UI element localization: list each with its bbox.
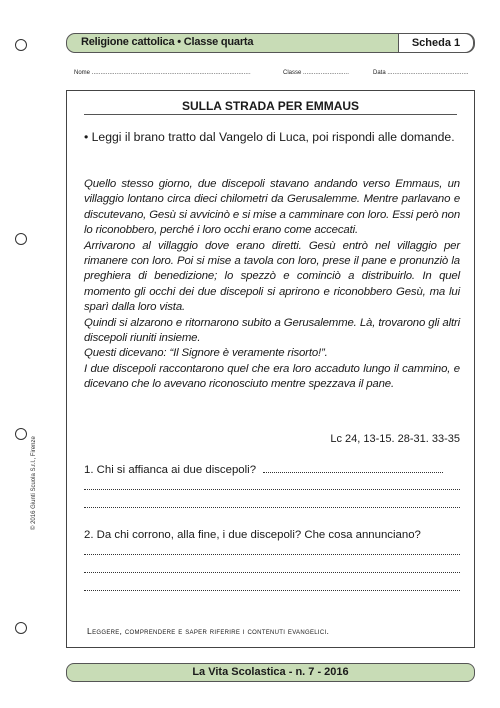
- question-2: [84, 528, 460, 543]
- worksheet-box: [66, 90, 475, 648]
- gospel-passage: [84, 177, 460, 393]
- passage-paragraph: Questi dicevano: “Il Signore è veramente risorto!”.: [84, 347, 328, 360]
- name-label: Nome: [74, 70, 91, 76]
- date-label: Data: [373, 70, 386, 76]
- answer-line[interactable]: [84, 507, 460, 508]
- date-field[interactable]: [373, 70, 469, 76]
- sheet-number: Scheda 1: [398, 33, 474, 53]
- question-number: 1.: [84, 464, 94, 476]
- class-label: Classe: [283, 70, 302, 76]
- question-text: Chi si affianca ai due discepoli?: [96, 464, 257, 476]
- class-dots: ..........................: [303, 70, 349, 76]
- passage-paragraph: Arrivarono al villaggio dove erano diretti. Gesù entrò nel villaggio per rimanere con loro. Poi si mise a tavola con loro, prese il pane e pronunziò la preghiera di benedizione; lo spezzò e cominciò a distribuirlo. In quel momento gli occhi dei due discepoli si aprirono e riconobbero Gesù, ma lui sparì dalla loro vista.: [84, 239, 460, 314]
- class-field[interactable]: [283, 70, 349, 76]
- worksheet-title: SULLA STRADA PER EMMAUS: [181, 99, 360, 113]
- skill-objective: Leggere, comprendere e saper riferire i contenuti evangelici.: [87, 626, 330, 636]
- date-dots: ..............................................: [387, 70, 469, 76]
- punch-hole: [15, 622, 27, 634]
- question-number: 2.: [84, 529, 94, 541]
- footer-bar: La Vita Scolastica - n. 7 - 2016: [66, 663, 475, 682]
- question-text: Da chi corrono, alla fine, i due discepoli? Che cosa annunciano?: [96, 529, 421, 541]
- bible-reference: Lc 24, 13-15. 28-31. 33-35: [330, 433, 460, 445]
- name-field[interactable]: [74, 70, 251, 76]
- name-dots: ..........................................................................................: [91, 70, 251, 76]
- copyright-note: © 2016 Giunti Scuola S.r.l., Firenze: [31, 436, 37, 530]
- passage-paragraph: Quello stesso giorno, due discepoli stavano andando verso Emmaus, un villaggio lontano circa dieci chilometri da Gerusalemme. Mentre parlavano e discutevano, Gesù si avvicinò e si mise a camminare con loro. Essi però non lo riconobbero, perché i loro occhi erano come accecati.: [84, 178, 460, 237]
- passage-paragraph: Quindi si alzarono e ritornarono subito a Gerusalemme. Là, trovarono gli altri discepoli riuniti insieme.: [84, 316, 460, 345]
- punch-hole: [15, 39, 27, 51]
- answer-line[interactable]: [84, 554, 460, 555]
- answer-line[interactable]: [84, 489, 460, 490]
- answer-line[interactable]: [263, 463, 443, 473]
- punch-hole: [15, 233, 27, 245]
- punch-hole: [15, 428, 27, 440]
- instruction-text: • Leggi il brano tratto dal Vangelo di Luca, poi rispondi alle domande.: [84, 130, 455, 144]
- answer-line[interactable]: [84, 590, 460, 591]
- question-1: [84, 463, 460, 478]
- passage-paragraph: I due discepoli raccontarono quel che era loro accaduto lungo il cammino, e dicevano che lo avevano riconosciuto mentre spezzava il pane.: [84, 362, 460, 391]
- header-bar: [66, 33, 475, 53]
- subject-label: Religione cattolica • Classe quarta: [81, 36, 254, 48]
- answer-line[interactable]: [84, 572, 460, 573]
- title-divider: [84, 114, 457, 115]
